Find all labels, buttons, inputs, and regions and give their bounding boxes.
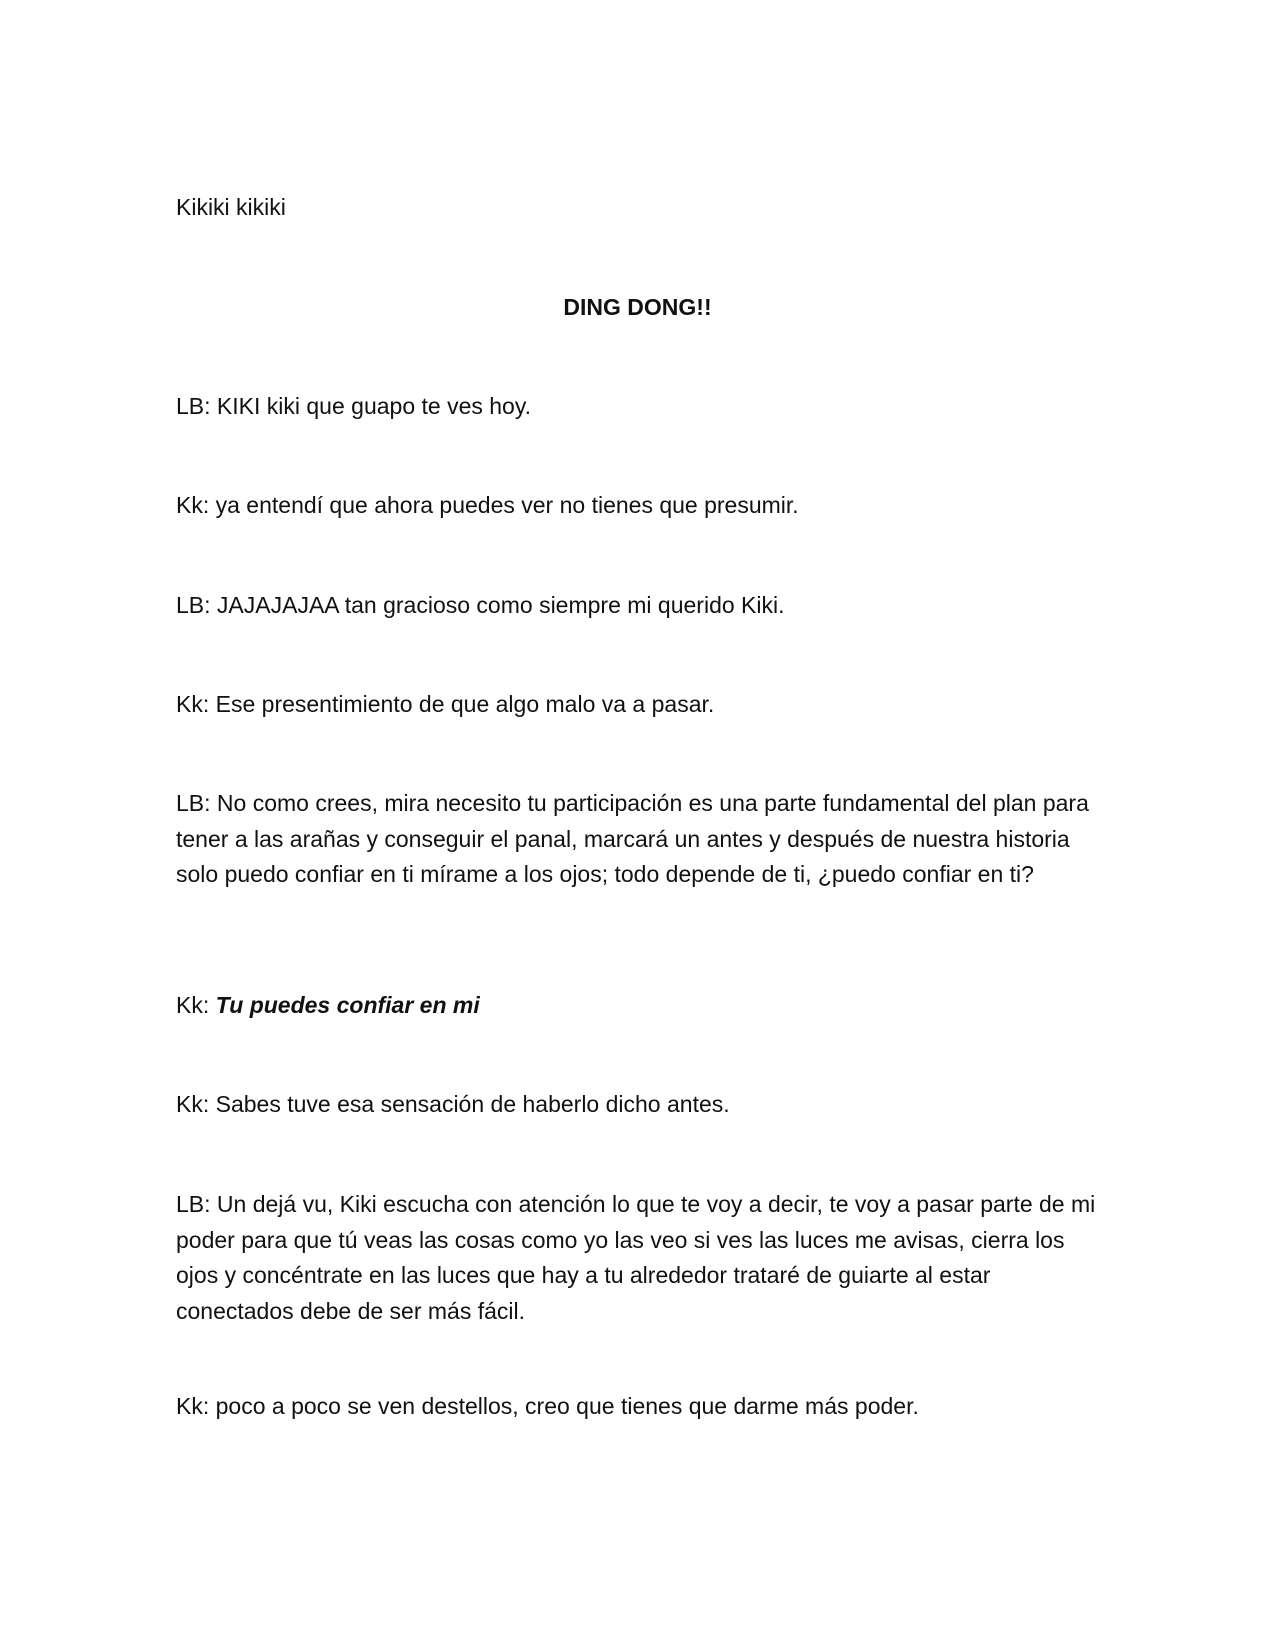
dialogue-line <box>176 389 1106 425</box>
intro-line <box>176 190 1106 226</box>
speaker-label: Kk: <box>176 691 210 717</box>
dialogue-text: No como crees, mira necesito tu participación es una parte fundamental del plan para tener a las arañas y conseguir el panal, marcará un antes y después de nuestra historia solo puedo confiar en ti mírame a los ojos; todo depende de ti, ¿puedo confiar en ti? <box>176 790 1089 887</box>
speaker-label: Kk: <box>176 992 210 1018</box>
emphasized-dialogue-text: Tu puedes confiar en mi <box>215 992 480 1018</box>
dialogue-line <box>176 988 1106 1024</box>
speaker-label: Kk: <box>176 492 210 518</box>
speaker-label: Kk: <box>176 1091 210 1117</box>
speaker-label: LB: <box>176 592 211 618</box>
dialogue-line <box>176 488 1106 524</box>
dialogue-line <box>176 1389 1106 1425</box>
dialogue-text: Ese presentimiento de que algo malo va a pasar. <box>215 691 715 717</box>
dialogue-line <box>176 588 1106 624</box>
intro-text: Kikiki kikiki <box>176 194 286 220</box>
speaker-label: Kk: <box>176 1393 210 1419</box>
dialogue-text: poco a poco se ven destellos, creo que tienes que darme más poder. <box>215 1393 919 1419</box>
dialogue-text: JAJAJAJAA tan gracioso como siempre mi querido Kiki. <box>216 592 785 618</box>
speaker-label: LB: <box>176 790 211 816</box>
dialogue-text: Sabes tuve esa sensación de haberlo dicho antes. <box>215 1091 730 1117</box>
dialogue-text: KIKI kiki que guapo te ves hoy. <box>216 393 532 419</box>
heading-text: DING DONG!! <box>563 294 712 320</box>
dialogue-line <box>176 1087 1106 1123</box>
speaker-label: LB: <box>176 393 211 419</box>
dialogue-paragraph <box>176 786 1106 893</box>
dialogue-paragraph <box>176 1187 1106 1329</box>
heading <box>0 290 1275 326</box>
speaker-label: LB: <box>176 1191 211 1217</box>
dialogue-text: ya entendí que ahora puedes ver no tienes que presumir. <box>215 492 799 518</box>
dialogue-line <box>176 687 1106 723</box>
dialogue-text: Un dejá vu, Kiki escucha con atención lo que te voy a decir, te voy a pasar parte de mi poder para que tú veas las cosas como yo las veo si ves las luces me avisas, cierra los ojos y concéntrate en las luces que hay a tu alrededor trataré de guiarte al estar conectados debe de ser más fácil. <box>176 1191 1096 1324</box>
